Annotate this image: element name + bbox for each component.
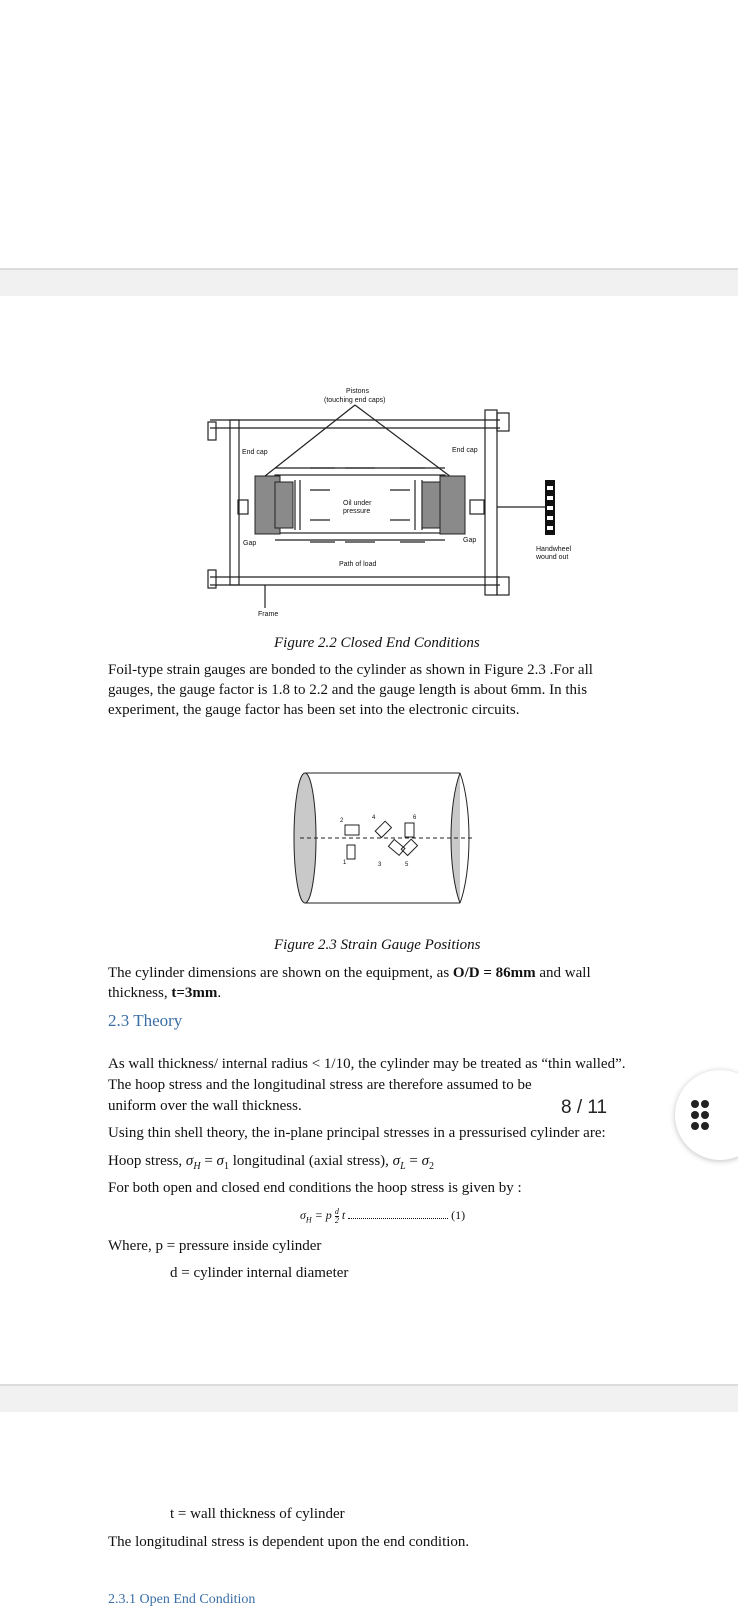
gauge-number: 1 <box>343 860 347 866</box>
section-heading: 2.3 Theory <box>108 1011 183 1030</box>
label-oil: Oil under <box>343 500 372 507</box>
page-indicator: 8 / 11 <box>555 1095 613 1121</box>
dimensions-line-2: thickness, t=3mm. <box>108 985 222 1001</box>
label-gap-right: Gap <box>463 537 477 544</box>
hoop-stress-line: Hoop stress, $\sigma_H = \sigma_1$ longitudinal (axial stress), $\sigma_L = \sigma_2$ <box>108 1153 434 1172</box>
strain-gauge-positions-diagram <box>290 765 480 910</box>
label-pistons: Pistons <box>346 388 369 395</box>
paragraph-line: gauges, the gauge factor is 1.8 to 2.2 and the gauge length is about 6mm. In this <box>108 682 588 698</box>
end-conditions-line: For both open and closed end conditions the hoop stress is given by : <box>108 1180 522 1196</box>
label-handwheel: Handwheel <box>536 546 572 553</box>
label-gap-left: Gap <box>243 540 257 547</box>
label-path-of-load: Path of load <box>339 561 377 568</box>
theory-line: As wall thickness/ internal radius < 1/10, the cylinder may be treated as “thin walled”. <box>108 1056 626 1072</box>
gauge-number: 5 <box>405 862 409 868</box>
page-separator <box>0 1384 738 1414</box>
closed-end-conditions-diagram <box>200 380 580 625</box>
label-end-cap-right: End cap <box>452 447 478 454</box>
label-frame: Frame <box>258 611 279 618</box>
label-handwheel-sub: wound out <box>536 554 569 561</box>
theory-line: The hoop stress and the longitudinal stress are therefore assumed to be <box>108 1077 532 1093</box>
label-end-cap-left: End cap <box>242 449 268 456</box>
theory-line: uniform over the wall thickness. <box>108 1098 302 1114</box>
paragraph-line: experiment, the gauge factor has been set into the electronic circuits. <box>108 702 520 718</box>
gauge-number: 2 <box>340 818 344 824</box>
figure-2-2-caption: Figure 2.2 Closed End Conditions <box>274 635 480 651</box>
where-line: d = cylinder internal diameter <box>170 1265 349 1281</box>
label-pistons-sub: (touching end caps) <box>324 397 386 404</box>
next-section-heading: 2.3.1 Open End Condition <box>108 1592 256 1607</box>
where-line: Where, p = pressure inside cylinder <box>108 1238 322 1254</box>
gauge-number: 4 <box>372 815 376 821</box>
dimensions-line-1: The cylinder dimensions are shown on the equipment, as O/D = 86mm and wall <box>108 965 591 981</box>
figure-2-3-caption: Figure 2.3 Strain Gauge Positions <box>274 937 481 953</box>
gauge-number: 6 <box>413 815 417 821</box>
longitudinal-line: The longitudinal stress is dependent upon the end condition. <box>108 1534 470 1550</box>
gauge-number: 3 <box>378 862 382 868</box>
where-line: t = wall thickness of cylinder <box>170 1506 345 1522</box>
next-page <box>0 1412 738 1600</box>
previous-page <box>0 0 738 268</box>
hoop-stress-equation: $\sigma_H = p$ $\frac{d}{2}$ t (1) <box>300 1206 466 1225</box>
theory-line: Using thin shell theory, the in-plane principal stresses in a pressurised cylinder are: <box>108 1125 606 1141</box>
grid-dots-icon <box>691 1100 719 1130</box>
page-separator <box>0 268 738 298</box>
paragraph-line: Foil-type strain gauges are bonded to the cylinder as shown in Figure 2.3 .For all <box>108 662 593 678</box>
label-oil-sub: pressure <box>343 508 371 515</box>
